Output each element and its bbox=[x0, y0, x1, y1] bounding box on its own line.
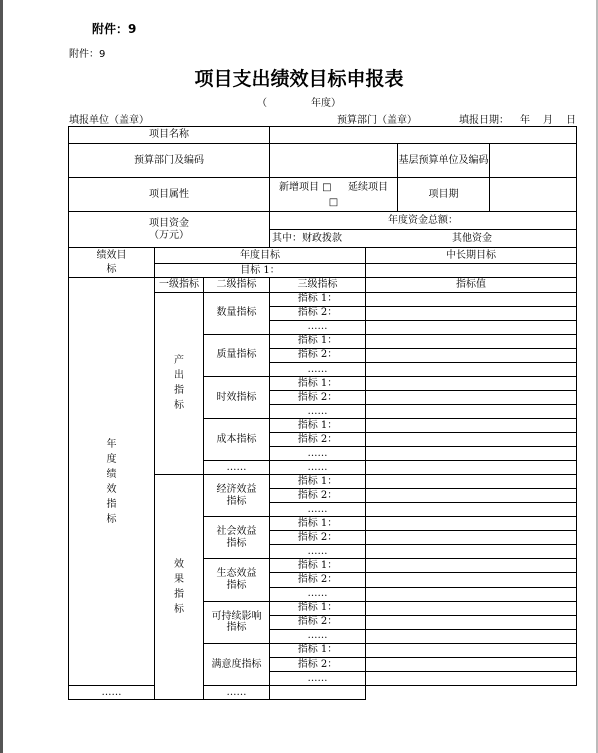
attribute-options bbox=[270, 178, 398, 211]
row-attribute bbox=[69, 178, 577, 212]
satisfaction-value-2[interactable] bbox=[366, 657, 577, 671]
mid-long-target-value[interactable] bbox=[366, 263, 577, 278]
filing-year: 年 bbox=[520, 115, 530, 126]
level2-header: 二级指标 bbox=[204, 278, 270, 292]
sustainable-indicator-label: 可持续影响 指标 bbox=[204, 601, 270, 643]
satisfaction-value-1[interactable] bbox=[366, 643, 577, 657]
quantity-indicator-label: 数量指标 bbox=[204, 292, 270, 334]
funds-label bbox=[69, 212, 270, 248]
other-funds-field[interactable]: 其他资金 bbox=[452, 233, 492, 245]
quantity-indicator-2: 指标 2： bbox=[270, 306, 366, 320]
budget-dept-label: 预算部门（盖章） bbox=[337, 115, 417, 126]
sustainable-value-2[interactable] bbox=[366, 615, 577, 629]
attachment-label-bold: 附件：9 bbox=[92, 22, 137, 36]
social-indicator-1: 指标 1： bbox=[270, 517, 366, 531]
row-target-header bbox=[69, 248, 577, 264]
ecological-indicator-2: 指标 2： bbox=[270, 573, 366, 587]
filing-day: 日 bbox=[566, 115, 576, 126]
performance-form-table bbox=[68, 126, 577, 700]
timeliness-indicator-1: 指标 1： bbox=[270, 376, 366, 390]
funds-label-line2: （万元） bbox=[149, 229, 189, 241]
ecological-value-1[interactable] bbox=[366, 559, 577, 573]
row-effect-more bbox=[69, 685, 577, 699]
dept-code-label: 预算部门及编码 bbox=[69, 144, 270, 178]
sustainable-indicator-1: 指标 1： bbox=[270, 601, 366, 615]
economic-value-1[interactable] bbox=[366, 475, 577, 489]
page-edge-left bbox=[0, 0, 3, 753]
quantity-value-more[interactable] bbox=[366, 320, 577, 334]
satisfaction-ellipsis: …… bbox=[270, 671, 366, 685]
output-level2-ellipsis: …… bbox=[204, 461, 270, 475]
level1-header: 一级指标 bbox=[155, 278, 204, 292]
quality-indicator-2: 指标 2： bbox=[270, 348, 366, 362]
satisfaction-indicator-label: 满意度指标 bbox=[204, 643, 270, 685]
effect-level3-ellipsis: …… bbox=[204, 685, 270, 699]
sustainable-value-1[interactable] bbox=[366, 601, 577, 615]
period-label: 项目期 bbox=[398, 178, 490, 211]
row-funds-total bbox=[69, 212, 577, 230]
attribute-label: 项目属性 bbox=[69, 178, 270, 212]
timeliness-ellipsis: …… bbox=[270, 404, 366, 418]
mid-long-target-header: 中长期目标 bbox=[366, 248, 577, 264]
output-value-more[interactable] bbox=[366, 461, 577, 475]
sustainable-indicator-2: 指标 2： bbox=[270, 615, 366, 629]
continuing-project-label: 延续项目 bbox=[348, 182, 388, 194]
fiscal-funds-field[interactable]: 其中：财政拨款 bbox=[272, 233, 342, 245]
quantity-value-2[interactable] bbox=[366, 306, 577, 320]
social-value-1[interactable] bbox=[366, 517, 577, 531]
quantity-indicator-1: 指标 1： bbox=[270, 292, 366, 306]
filing-date-label: 填报日期： bbox=[459, 115, 509, 126]
row-project-name bbox=[69, 127, 577, 144]
effect-value-more[interactable] bbox=[270, 685, 366, 699]
filing-unit-label: 填报单位（盖章） bbox=[69, 115, 149, 126]
ecological-ellipsis: …… bbox=[270, 587, 366, 601]
social-indicator-label: 社会效益 指标 bbox=[204, 517, 270, 559]
continuing-project-checkbox[interactable]: □ bbox=[328, 197, 339, 209]
economic-ellipsis: …… bbox=[270, 503, 366, 517]
satisfaction-indicator-1: 指标 1： bbox=[270, 643, 366, 657]
annual-perf-indicator-label: 年度绩效指标 bbox=[69, 278, 155, 685]
new-project-label: 新增项目 bbox=[278, 182, 319, 194]
quality-ellipsis: …… bbox=[270, 362, 366, 376]
economic-indicator-label: 经济效益 指标 bbox=[204, 475, 270, 517]
timeliness-value-1[interactable] bbox=[366, 376, 577, 390]
economic-indicator-2: 指标 2： bbox=[270, 489, 366, 503]
output-level3-ellipsis: …… bbox=[270, 461, 366, 475]
timeliness-value-2[interactable] bbox=[366, 390, 577, 404]
quality-indicator-label: 质量指标 bbox=[204, 334, 270, 376]
output-indicator-label: 产出指标 bbox=[155, 292, 204, 475]
perf-target-label: 绩效目标 bbox=[69, 248, 155, 278]
timeliness-indicator-label: 时效指标 bbox=[204, 376, 270, 418]
cost-value-2[interactable] bbox=[366, 433, 577, 447]
economic-value-2[interactable] bbox=[366, 489, 577, 503]
cost-indicator-1: 指标 1： bbox=[270, 418, 366, 432]
attachment-label: 附件：9 bbox=[69, 49, 106, 60]
cost-value-more[interactable] bbox=[366, 447, 577, 461]
project-name-value[interactable] bbox=[270, 127, 577, 144]
social-ellipsis: …… bbox=[270, 545, 366, 559]
row-dept-code bbox=[69, 144, 577, 178]
ecological-value-2[interactable] bbox=[366, 573, 577, 587]
ecological-indicator-1: 指标 1： bbox=[270, 559, 366, 573]
satisfaction-indicator-2: 指标 2： bbox=[270, 657, 366, 671]
social-value-2[interactable] bbox=[366, 531, 577, 545]
effect-level2-ellipsis: …… bbox=[69, 685, 155, 699]
ecological-value-more[interactable] bbox=[366, 587, 577, 601]
cost-indicator-label: 成本指标 bbox=[204, 418, 270, 460]
social-indicator-2: 指标 2： bbox=[270, 531, 366, 545]
timeliness-indicator-2: 指标 2： bbox=[270, 390, 366, 404]
sustainable-value-more[interactable] bbox=[366, 629, 577, 643]
base-unit-code-label: 基层预算单位及编码 bbox=[398, 144, 490, 177]
quality-value-1[interactable] bbox=[366, 334, 577, 348]
new-project-checkbox[interactable]: □ bbox=[322, 182, 332, 194]
economic-value-more[interactable] bbox=[366, 503, 577, 517]
cost-value-1[interactable] bbox=[366, 418, 577, 432]
target-1-field[interactable]: 目标 1： bbox=[155, 263, 366, 278]
sustainable-ellipsis: …… bbox=[270, 629, 366, 643]
level3-header: 三级指标 bbox=[270, 278, 366, 292]
project-name-label: 项目名称 bbox=[69, 127, 270, 144]
satisfaction-value-more[interactable] bbox=[366, 671, 577, 685]
ecological-indicator-label: 生态效益 指标 bbox=[204, 559, 270, 601]
filing-month: 月 bbox=[543, 115, 553, 126]
annual-total-field[interactable]: 年度资金总额： bbox=[270, 212, 577, 230]
quantity-value-1[interactable] bbox=[366, 292, 577, 306]
row-indicator-header bbox=[69, 278, 577, 292]
base-unit-code-value[interactable] bbox=[490, 144, 576, 177]
year-open-paren: （ bbox=[257, 98, 267, 109]
quality-value-2[interactable] bbox=[366, 348, 577, 362]
year-line bbox=[0, 94, 598, 109]
annual-target-header: 年度目标 bbox=[155, 248, 366, 264]
quality-indicator-1: 指标 1： bbox=[270, 334, 366, 348]
timeliness-value-more[interactable] bbox=[366, 404, 577, 418]
year-label: 年度） bbox=[311, 98, 341, 109]
economic-indicator-1: 指标 1： bbox=[270, 475, 366, 489]
dept-code-value[interactable] bbox=[270, 144, 398, 177]
page-title: 项目支出绩效目标申报表 bbox=[194, 68, 404, 90]
cost-ellipsis: …… bbox=[270, 447, 366, 461]
funds-label-line1: 项目资金 bbox=[149, 218, 189, 230]
period-value[interactable] bbox=[490, 178, 576, 211]
social-value-more[interactable] bbox=[366, 545, 577, 559]
cost-indicator-2: 指标 2： bbox=[270, 433, 366, 447]
quantity-ellipsis: …… bbox=[270, 320, 366, 334]
effect-indicator-label: 效果指标 bbox=[155, 475, 204, 700]
quality-value-more[interactable] bbox=[366, 362, 577, 376]
value-header: 指标值 bbox=[366, 278, 577, 292]
